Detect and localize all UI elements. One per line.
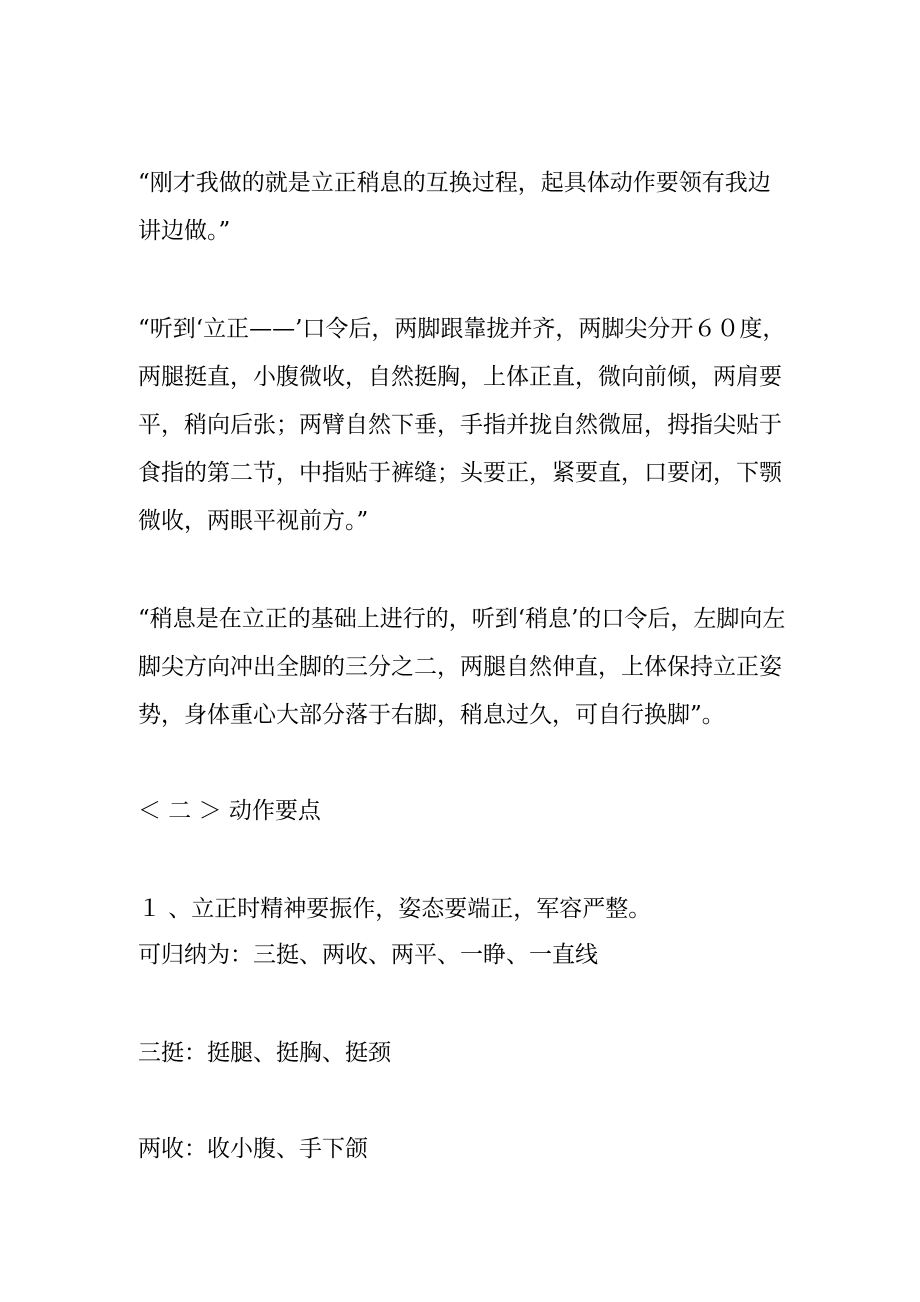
paragraph-2-line-5: 微收，两眼平视前方。”	[138, 508, 369, 534]
two-tucks-line: 两收：收小腹、手下颌	[138, 1136, 368, 1162]
point-1-line-2: 可归纳为：三挺、两收、两平、一睁、一直线	[138, 942, 598, 968]
paragraph-2-line-1: “听到‘立正——’口令后，两脚跟靠拢并齐，两脚尖分开６０度，	[138, 316, 786, 342]
point-1-line-1: １ 、立正时精神要振作，姿态要端正，军容严整。	[138, 896, 652, 922]
paragraph-2-line-4: 食指的第二节，中指贴于裤缝；头要正，紧要直，口要闭，下颚	[138, 460, 782, 486]
paragraph-1-line-1: “刚才我做的就是立正稍息的互换过程，起具体动作要领有我边	[138, 170, 771, 196]
three-straights-line: 三挺：挺腿、挺胸、挺颈	[138, 1040, 391, 1066]
paragraph-2-line-2: 两腿挺直，小腹微收，自然挺胸，上体正直，微向前倾，两肩要	[138, 364, 782, 390]
paragraph-1-line-2: 讲边做。”	[138, 218, 231, 244]
paragraph-3-line-2: 脚尖方向冲出全脚的三分之二，两腿自然伸直，上体保持立正姿	[138, 654, 782, 680]
paragraph-3-line-1: “稍息是在立正的基础上进行的，听到‘稍息’的口令后，左脚向左	[138, 606, 786, 632]
paragraph-2-line-3: 平，稍向后张；两臂自然下垂，手指并拢自然微屈，拇指尖贴于	[138, 412, 782, 438]
paragraph-3-line-3: 势，身体重心大部分落于右脚，稍息过久，可自行换脚”。	[138, 702, 725, 728]
section-heading: ＜ 二 ＞ 动作要点	[138, 798, 321, 824]
